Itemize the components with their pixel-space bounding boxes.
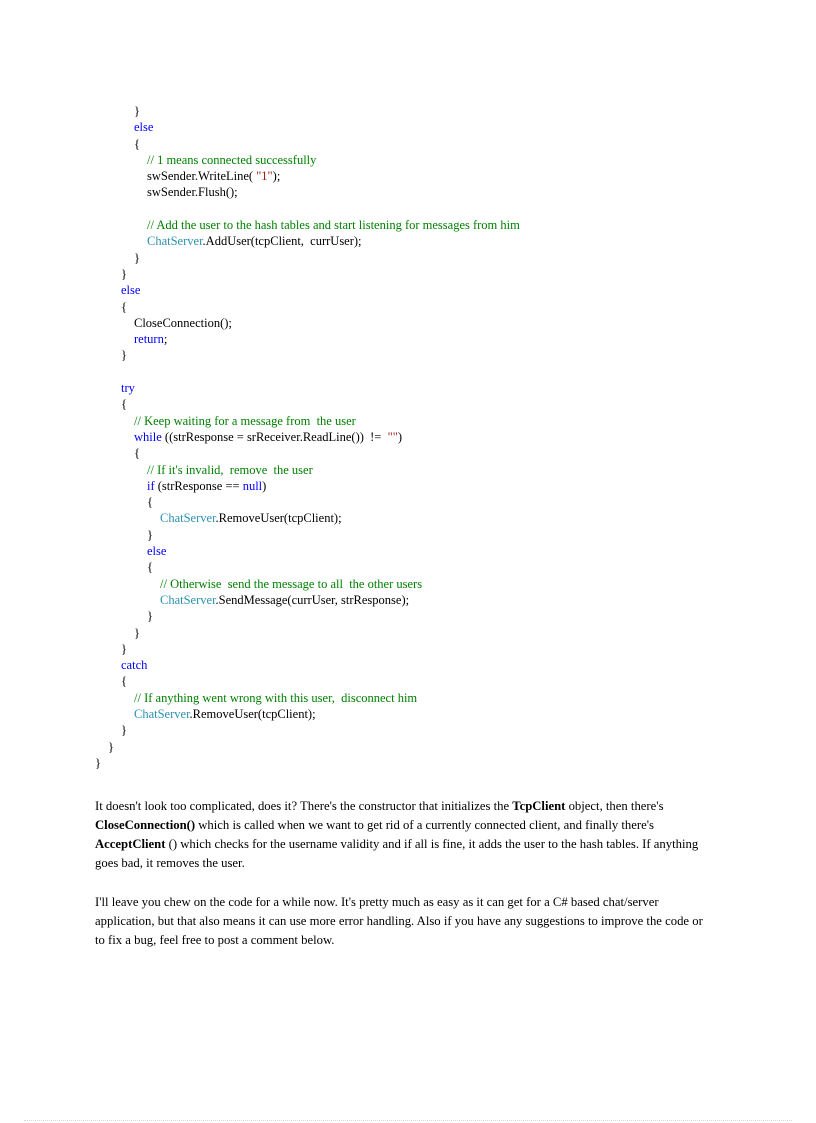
code-token: while xyxy=(134,429,162,444)
code-line xyxy=(95,299,520,315)
code-token: ); xyxy=(272,169,281,184)
code-line xyxy=(95,315,520,331)
code-token: CloseConnection(); xyxy=(134,315,232,330)
code-line xyxy=(95,755,520,771)
paragraph-explanation xyxy=(95,797,710,873)
code-token: { xyxy=(134,136,140,151)
code-line xyxy=(95,152,520,168)
code-line xyxy=(95,136,520,152)
paragraph-closing: I'll leave you chew on the code for a while now. It's pretty much as easy as it can get for a C# based chat/server application, but that also means it can use more error handling. Also if you have any suggestions to improve the code or to fix a bug, feel free to post a comment below. xyxy=(95,895,703,947)
code-token: } xyxy=(134,104,140,118)
code-token: return xyxy=(134,332,164,347)
code-token: } xyxy=(121,348,127,363)
code-token: .AddUser(tcpClient, currUser); xyxy=(202,234,362,249)
code-token: // 1 means connected successfully xyxy=(147,152,317,167)
method-name-closeconnection: CloseConnection() xyxy=(95,818,196,832)
code-token: } xyxy=(121,266,127,281)
code-token: "" xyxy=(387,429,398,444)
code-token: } xyxy=(147,527,153,542)
code-token: { xyxy=(121,674,127,689)
code-token: // Otherwise send the message to all the other users xyxy=(160,576,423,591)
paragraph-text: () which checks for the username validity and if all is fine, it adds the user to the hash tables. If anything goes bad, it removes the user. xyxy=(95,837,699,870)
code-line xyxy=(95,217,520,233)
code-line xyxy=(95,625,520,641)
code-line xyxy=(95,445,520,461)
code-token: (strResponse == xyxy=(154,478,243,493)
code-token: // If it's invalid, remove the user xyxy=(147,462,313,477)
code-line xyxy=(95,690,520,706)
paragraph-text: object, then there's xyxy=(565,799,664,813)
code-line xyxy=(95,478,520,494)
code-line xyxy=(95,282,520,298)
code-line xyxy=(95,396,520,412)
code-line xyxy=(95,413,520,429)
code-token: ; xyxy=(163,332,168,347)
method-name-acceptclient: AcceptClient xyxy=(95,837,166,851)
code-token: } xyxy=(121,723,127,738)
code-token: { xyxy=(147,560,153,575)
code-token: swSender.Flush(); xyxy=(147,185,238,200)
code-line xyxy=(95,103,520,119)
code-line xyxy=(95,543,520,559)
code-token: // Add the user to the hash tables and start listening for messages from him xyxy=(147,218,520,233)
code-token: null xyxy=(242,478,263,493)
code-line xyxy=(95,576,520,592)
code-token: else xyxy=(134,120,154,135)
code-line xyxy=(95,347,520,363)
code-token: if xyxy=(147,478,155,493)
code-token: } xyxy=(134,625,140,640)
code-line xyxy=(95,592,520,608)
code-token: } xyxy=(121,641,127,656)
code-token: { xyxy=(121,299,127,314)
code-line xyxy=(95,510,520,526)
code-token: { xyxy=(147,495,153,510)
paragraph-text: It doesn't look too complicated, does it? There's the constructor that initializes the xyxy=(95,799,513,813)
code-line xyxy=(95,494,520,510)
paragraph-text: which is called when we want to get rid of a currently connected client, and finally there's xyxy=(195,818,654,832)
code-line xyxy=(95,706,520,722)
code-line xyxy=(95,168,520,184)
code-token: ) xyxy=(262,478,267,493)
code-line xyxy=(95,673,520,689)
code-token: // Keep waiting for a message from the user xyxy=(134,413,356,428)
code-token: "1" xyxy=(256,169,273,184)
code-token: ((strResponse = srReceiver.ReadLine()) != xyxy=(161,429,388,444)
code-token: .RemoveUser(tcpClient); xyxy=(215,511,342,526)
code-line xyxy=(95,201,520,217)
code-token: } xyxy=(108,739,114,754)
code-token: else xyxy=(121,283,141,298)
code-token: ) xyxy=(397,429,403,444)
code-token: else xyxy=(147,544,167,559)
code-token: .RemoveUser(tcpClient); xyxy=(189,706,316,721)
code-line xyxy=(95,641,520,657)
code-token: // If anything went wrong with this user, disconnect him xyxy=(134,690,418,705)
code-line xyxy=(95,527,520,543)
code-line xyxy=(95,119,520,135)
code-line xyxy=(95,233,520,249)
code-block xyxy=(95,103,520,771)
class-name-tcpclient: TcpClient xyxy=(512,799,566,813)
code-line xyxy=(95,429,520,445)
code-token: } xyxy=(95,755,101,770)
code-line xyxy=(95,657,520,673)
code-line xyxy=(95,331,520,347)
code-token: { xyxy=(134,446,140,461)
code-token: ChatServer xyxy=(147,234,203,249)
code-token: catch xyxy=(121,658,148,673)
code-token: ChatServer xyxy=(160,592,216,607)
code-token: try xyxy=(121,381,135,396)
code-token: } xyxy=(134,250,140,265)
code-token: { xyxy=(121,397,127,412)
code-line xyxy=(95,608,520,624)
code-line xyxy=(95,462,520,478)
code-line xyxy=(95,559,520,575)
code-token: swSender.WriteLine( xyxy=(147,169,257,184)
code-line xyxy=(95,364,520,380)
code-token: .SendMessage(currUser, strResponse); xyxy=(215,592,410,607)
code-line xyxy=(95,739,520,755)
code-line xyxy=(95,266,520,282)
code-line xyxy=(95,722,520,738)
code-token: } xyxy=(147,609,153,624)
footer-divider xyxy=(24,1120,792,1121)
code-line xyxy=(95,250,520,266)
code-token: ChatServer xyxy=(134,706,190,721)
code-line xyxy=(95,184,520,200)
code-token: ChatServer xyxy=(160,511,216,526)
code-line xyxy=(95,380,520,396)
